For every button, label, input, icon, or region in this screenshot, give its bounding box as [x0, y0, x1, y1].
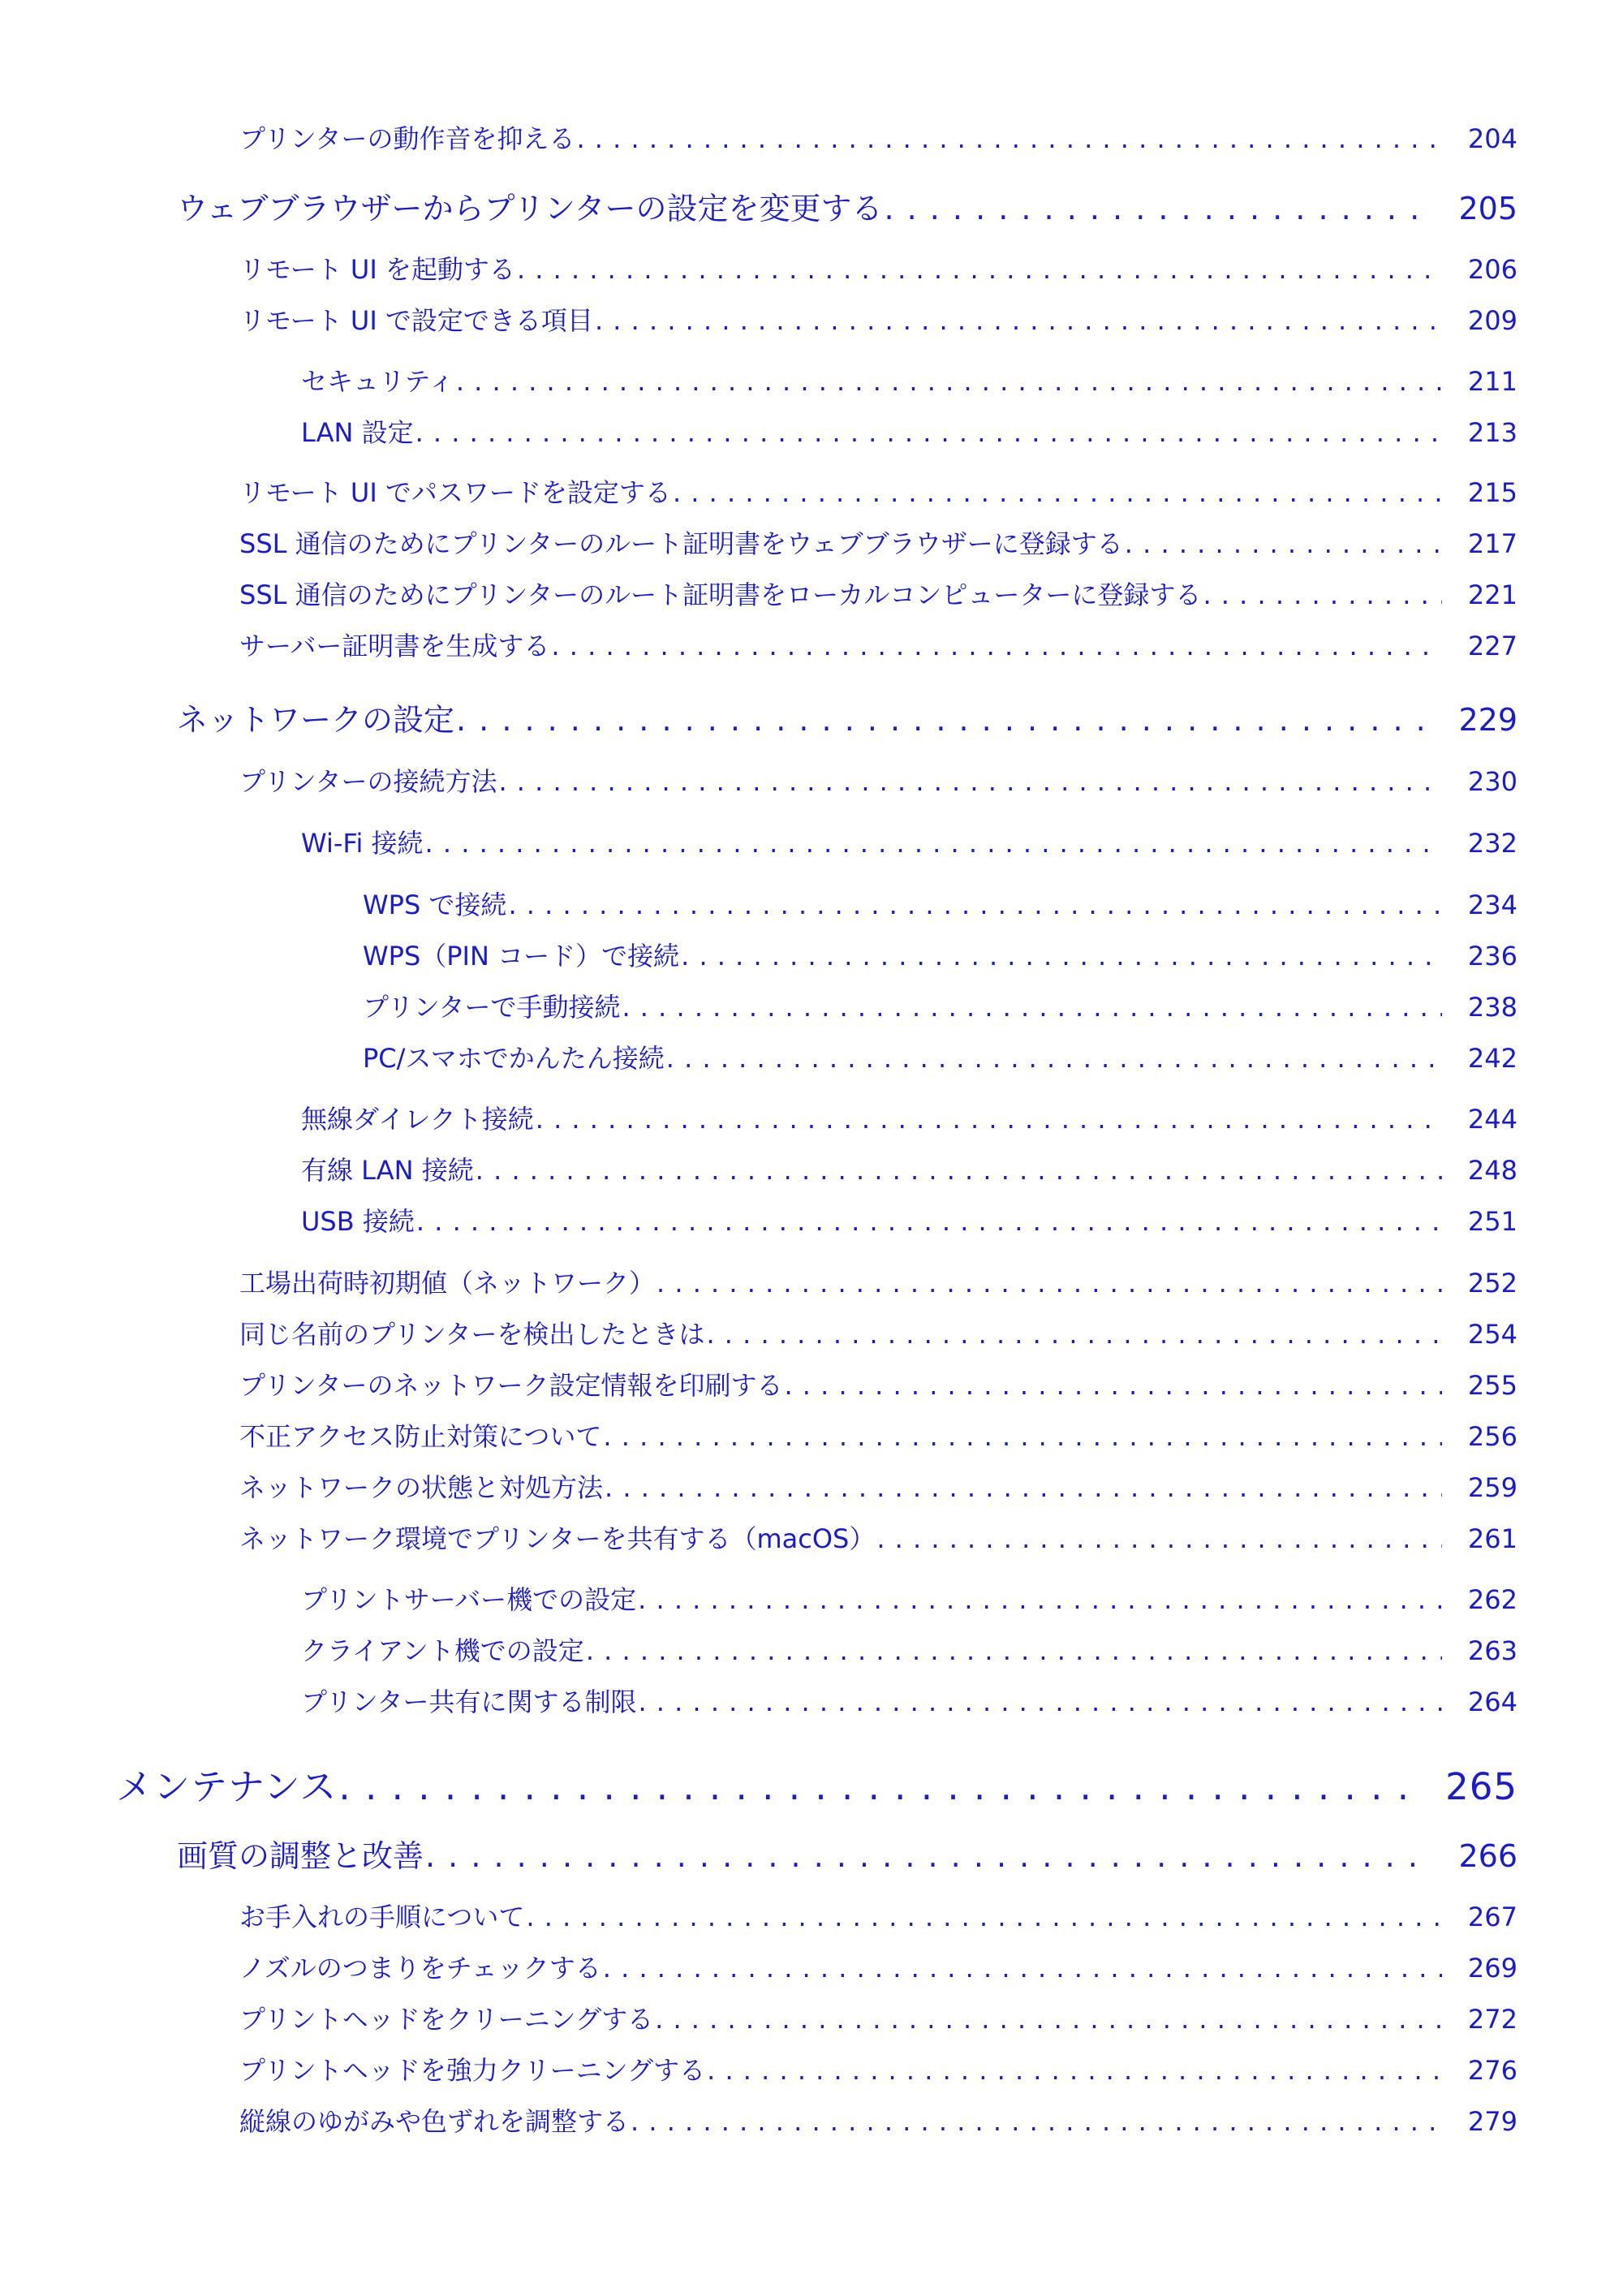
toc-entry-level-5[interactable]: [363, 1038, 1518, 1075]
toc-entry-title[interactable]: SSL 通信のためにプリンターのルート証明書をウェブブラウザーに登録する: [239, 528, 1123, 559]
toc-entry-level-3[interactable]: [239, 1314, 1518, 1351]
toc-entry-level-3[interactable]: [239, 300, 1518, 338]
toc-entry-page-number[interactable]: 265: [1445, 1765, 1518, 1808]
toc-entry-page-number[interactable]: 263: [1467, 1635, 1518, 1666]
toc-entry-title[interactable]: 無線ダイレクト接続: [301, 1104, 534, 1135]
toc-entry-level-1[interactable]: [116, 1757, 1518, 1810]
toc-entry-page-number[interactable]: 269: [1467, 1953, 1518, 1984]
toc-entry-level-3[interactable]: [239, 472, 1518, 510]
toc-entry-page-number[interactable]: 266: [1458, 1838, 1518, 1874]
toc-entry-page-number[interactable]: 242: [1467, 1043, 1518, 1074]
dot-leader: [707, 2055, 1442, 2086]
toc-entry-title[interactable]: PC/スマホでかんたん接続: [363, 1043, 665, 1074]
toc-entry-title[interactable]: 不正アクセス防止対策について: [239, 1421, 602, 1452]
toc-entry-title[interactable]: WPS で接続: [363, 890, 507, 920]
toc-entry-page-number[interactable]: 251: [1467, 1206, 1518, 1237]
toc-entry-level-4[interactable]: [301, 823, 1518, 860]
toc-entry-page-number[interactable]: 217: [1467, 528, 1518, 559]
toc-entry-title[interactable]: プリンターのネットワーク設定情報を印刷する: [239, 1370, 783, 1401]
toc-entry-level-3[interactable]: [239, 1416, 1518, 1454]
toc-entry-page-number[interactable]: 248: [1467, 1155, 1518, 1186]
toc-entry-title[interactable]: LAN 設定: [301, 417, 414, 448]
toc-entry-level-5[interactable]: [363, 885, 1518, 922]
toc-entry-level-4[interactable]: [301, 1579, 1518, 1617]
toc-entry-title[interactable]: リモート UI で設定できる項目: [239, 305, 593, 336]
toc-entry-title[interactable]: プリントヘッドをクリーニングする: [239, 2004, 654, 2035]
dot-leader: [655, 2004, 1442, 2035]
toc-entry-page-number[interactable]: 256: [1467, 1421, 1518, 1452]
toc-entry-page-number[interactable]: 262: [1467, 1584, 1518, 1615]
toc-entry-title[interactable]: 有線 LAN 接続: [301, 1155, 474, 1186]
toc-entry-level-4[interactable]: [301, 1150, 1518, 1187]
toc-entry-title[interactable]: クライアント機での設定: [301, 1635, 584, 1666]
toc-entry-page-number[interactable]: 238: [1467, 992, 1518, 1023]
toc-entry-page-number[interactable]: 276: [1467, 2055, 1518, 2086]
dot-leader: [706, 1319, 1441, 1350]
toc-entry-level-3[interactable]: [239, 249, 1518, 286]
dot-leader: [517, 254, 1442, 285]
toc-entry-level-3[interactable]: [239, 761, 1518, 799]
dot-leader: [526, 1902, 1442, 1932]
dot-leader: [595, 305, 1442, 336]
dot-leader: [551, 631, 1442, 661]
toc-entry-page-number[interactable]: 229: [1458, 702, 1518, 738]
toc-entry-page-number[interactable]: 279: [1467, 2106, 1518, 2137]
toc-entry-title[interactable]: サーバー証明書を生成する: [239, 631, 550, 661]
dot-leader: [681, 941, 1442, 971]
toc-entry-level-3[interactable]: [239, 1897, 1518, 1934]
dot-leader: [657, 1268, 1442, 1299]
toc-entry-level-3[interactable]: [239, 523, 1518, 561]
toc-entry-title[interactable]: リモート UI でパスワードを設定する: [239, 477, 671, 508]
dot-leader: [784, 1370, 1441, 1401]
dot-leader: [638, 1584, 1442, 1615]
toc-entry-title[interactable]: WPS（PIN コード）で接続: [363, 941, 680, 971]
toc-entry-title[interactable]: ウェブブラウザーからプリンターの設定を変更する: [177, 191, 883, 226]
toc-entry-page-number[interactable]: 209: [1467, 305, 1518, 336]
toc-entry-level-3[interactable]: [239, 2050, 1518, 2087]
toc-entry-level-2[interactable]: [177, 183, 1518, 228]
toc-entry-title[interactable]: ネットワークの設定: [177, 702, 455, 738]
toc-entry-title[interactable]: お手入れの手順について: [239, 1902, 525, 1932]
dot-leader: [425, 828, 1442, 859]
dot-leader: [576, 123, 1441, 154]
dot-leader: [631, 2106, 1442, 2137]
toc-entry-level-3[interactable]: [239, 118, 1518, 156]
toc-entry-page-number[interactable]: 264: [1467, 1686, 1518, 1717]
dot-leader: [1203, 579, 1441, 610]
toc-entry-level-4[interactable]: [301, 1630, 1518, 1668]
dot-leader: [622, 992, 1441, 1023]
toc-entry-page-number[interactable]: 259: [1467, 1472, 1518, 1503]
toc-entry-page-number[interactable]: 272: [1467, 2004, 1518, 2035]
toc-entry-level-3[interactable]: [239, 1999, 1518, 2036]
toc-entry-page-number[interactable]: 261: [1467, 1523, 1518, 1554]
toc-entry-page-number[interactable]: 267: [1467, 1902, 1518, 1932]
toc-entry-title[interactable]: メンテナンス: [116, 1765, 338, 1808]
toc-entry-page-number[interactable]: 255: [1467, 1370, 1518, 1401]
toc-entry-page-number[interactable]: 227: [1467, 631, 1518, 661]
dot-leader: [425, 1838, 1432, 1874]
toc-entry-page-number[interactable]: 252: [1467, 1268, 1518, 1299]
toc-entry-title[interactable]: プリンター共有に関する制限: [301, 1686, 637, 1717]
dot-leader: [456, 366, 1442, 397]
toc-entry-level-4[interactable]: [301, 412, 1518, 450]
toc-entry-title[interactable]: Wi-Fi 接続: [301, 828, 424, 859]
dot-leader: [338, 1765, 1419, 1808]
dot-leader: [456, 702, 1432, 738]
toc-entry-page-number[interactable]: 232: [1467, 828, 1518, 859]
toc-entry-level-3[interactable]: [239, 1518, 1518, 1556]
dot-leader: [508, 890, 1441, 920]
toc-entry-title[interactable]: USB 接続: [301, 1206, 415, 1237]
toc-entry-title[interactable]: 画質の調整と改善: [177, 1838, 424, 1874]
toc-entry-title[interactable]: 縦線のゆがみや色ずれを調整する: [239, 2106, 630, 2137]
dot-leader: [605, 1472, 1442, 1503]
dot-leader: [603, 1421, 1442, 1452]
dot-leader: [498, 766, 1441, 797]
toc-entry-level-4[interactable]: [301, 1201, 1518, 1238]
toc-entry-title[interactable]: セキュリティ: [301, 366, 454, 397]
toc-entry-title[interactable]: プリンターの動作音を抑える: [239, 123, 575, 154]
toc-entry-page-number[interactable]: 230: [1467, 766, 1518, 797]
toc-entry-title[interactable]: SSL 通信のためにプリンターのルート証明書をローカルコンピューターに登録する: [239, 579, 1202, 610]
toc-entry-title[interactable]: プリンターで手動接続: [363, 992, 621, 1023]
toc-entry-title[interactable]: 工場出荷時初期値（ネットワーク）: [239, 1268, 656, 1299]
dot-leader: [638, 1686, 1441, 1717]
dot-leader: [876, 1523, 1442, 1554]
toc-entry-page-number[interactable]: 244: [1467, 1104, 1518, 1135]
toc-entry-title[interactable]: リモート UI を起動する: [239, 254, 515, 285]
dot-leader: [476, 1155, 1442, 1186]
toc-entry-title[interactable]: プリントサーバー機での設定: [301, 1584, 637, 1615]
toc-entry-title[interactable]: プリンターの接続方法: [239, 766, 497, 797]
toc-entry-level-2[interactable]: [177, 1831, 1518, 1876]
toc-entry-level-4[interactable]: [301, 361, 1518, 398]
toc-entry-level-2[interactable]: [177, 695, 1518, 739]
toc-entry-level-3[interactable]: [239, 2101, 1518, 2139]
toc-entry-level-3[interactable]: [239, 1365, 1518, 1402]
toc-entry-page-number[interactable]: 221: [1467, 579, 1518, 610]
dot-leader: [536, 1104, 1442, 1135]
toc-entry-page-number[interactable]: 254: [1467, 1319, 1518, 1350]
toc-entry-level-5[interactable]: [363, 987, 1518, 1024]
toc-entry-level-3[interactable]: [239, 1948, 1518, 1985]
toc-entry-page-number[interactable]: 204: [1467, 123, 1518, 154]
toc-entry-page-number[interactable]: 206: [1467, 254, 1518, 285]
toc-entry-title[interactable]: ノズルのつまりをチェックする: [239, 1953, 601, 1984]
dot-leader: [415, 417, 1442, 448]
toc-entry-level-3[interactable]: [239, 626, 1518, 663]
toc-entry-title[interactable]: ネットワーク環境でプリンターを共有する（macOS）: [239, 1523, 876, 1554]
toc-entry-page-number[interactable]: 213: [1467, 417, 1518, 448]
toc-entry-page-number[interactable]: 236: [1467, 941, 1518, 971]
toc-entry-level-4[interactable]: [301, 1682, 1518, 1719]
dot-leader: [603, 1953, 1442, 1984]
toc-entry-title[interactable]: ネットワークの状態と対処方法: [239, 1472, 604, 1503]
toc-entry-page-number[interactable]: 234: [1467, 890, 1518, 920]
toc-entry-level-5[interactable]: [363, 936, 1518, 973]
toc-entry-title[interactable]: 同じ名前のプリンターを検出したときは: [239, 1319, 705, 1350]
dot-leader: [884, 191, 1432, 226]
dot-leader: [666, 1043, 1442, 1074]
toc-entry-page-number[interactable]: 211: [1467, 366, 1518, 397]
dot-leader: [673, 477, 1442, 508]
dot-leader: [416, 1206, 1442, 1237]
toc-entry-level-3[interactable]: [239, 1467, 1518, 1505]
toc-entry-page-number[interactable]: 205: [1458, 191, 1518, 226]
dot-leader: [586, 1635, 1442, 1666]
toc-entry-level-3[interactable]: [239, 1263, 1518, 1300]
toc-entry-title[interactable]: プリントヘッドを強力クリーニングする: [239, 2055, 706, 2086]
toc-entry-level-4[interactable]: [301, 1099, 1518, 1136]
toc-entry-page-number[interactable]: 215: [1467, 477, 1518, 508]
toc-entry-level-3[interactable]: [239, 575, 1518, 612]
dot-leader: [1125, 528, 1442, 559]
